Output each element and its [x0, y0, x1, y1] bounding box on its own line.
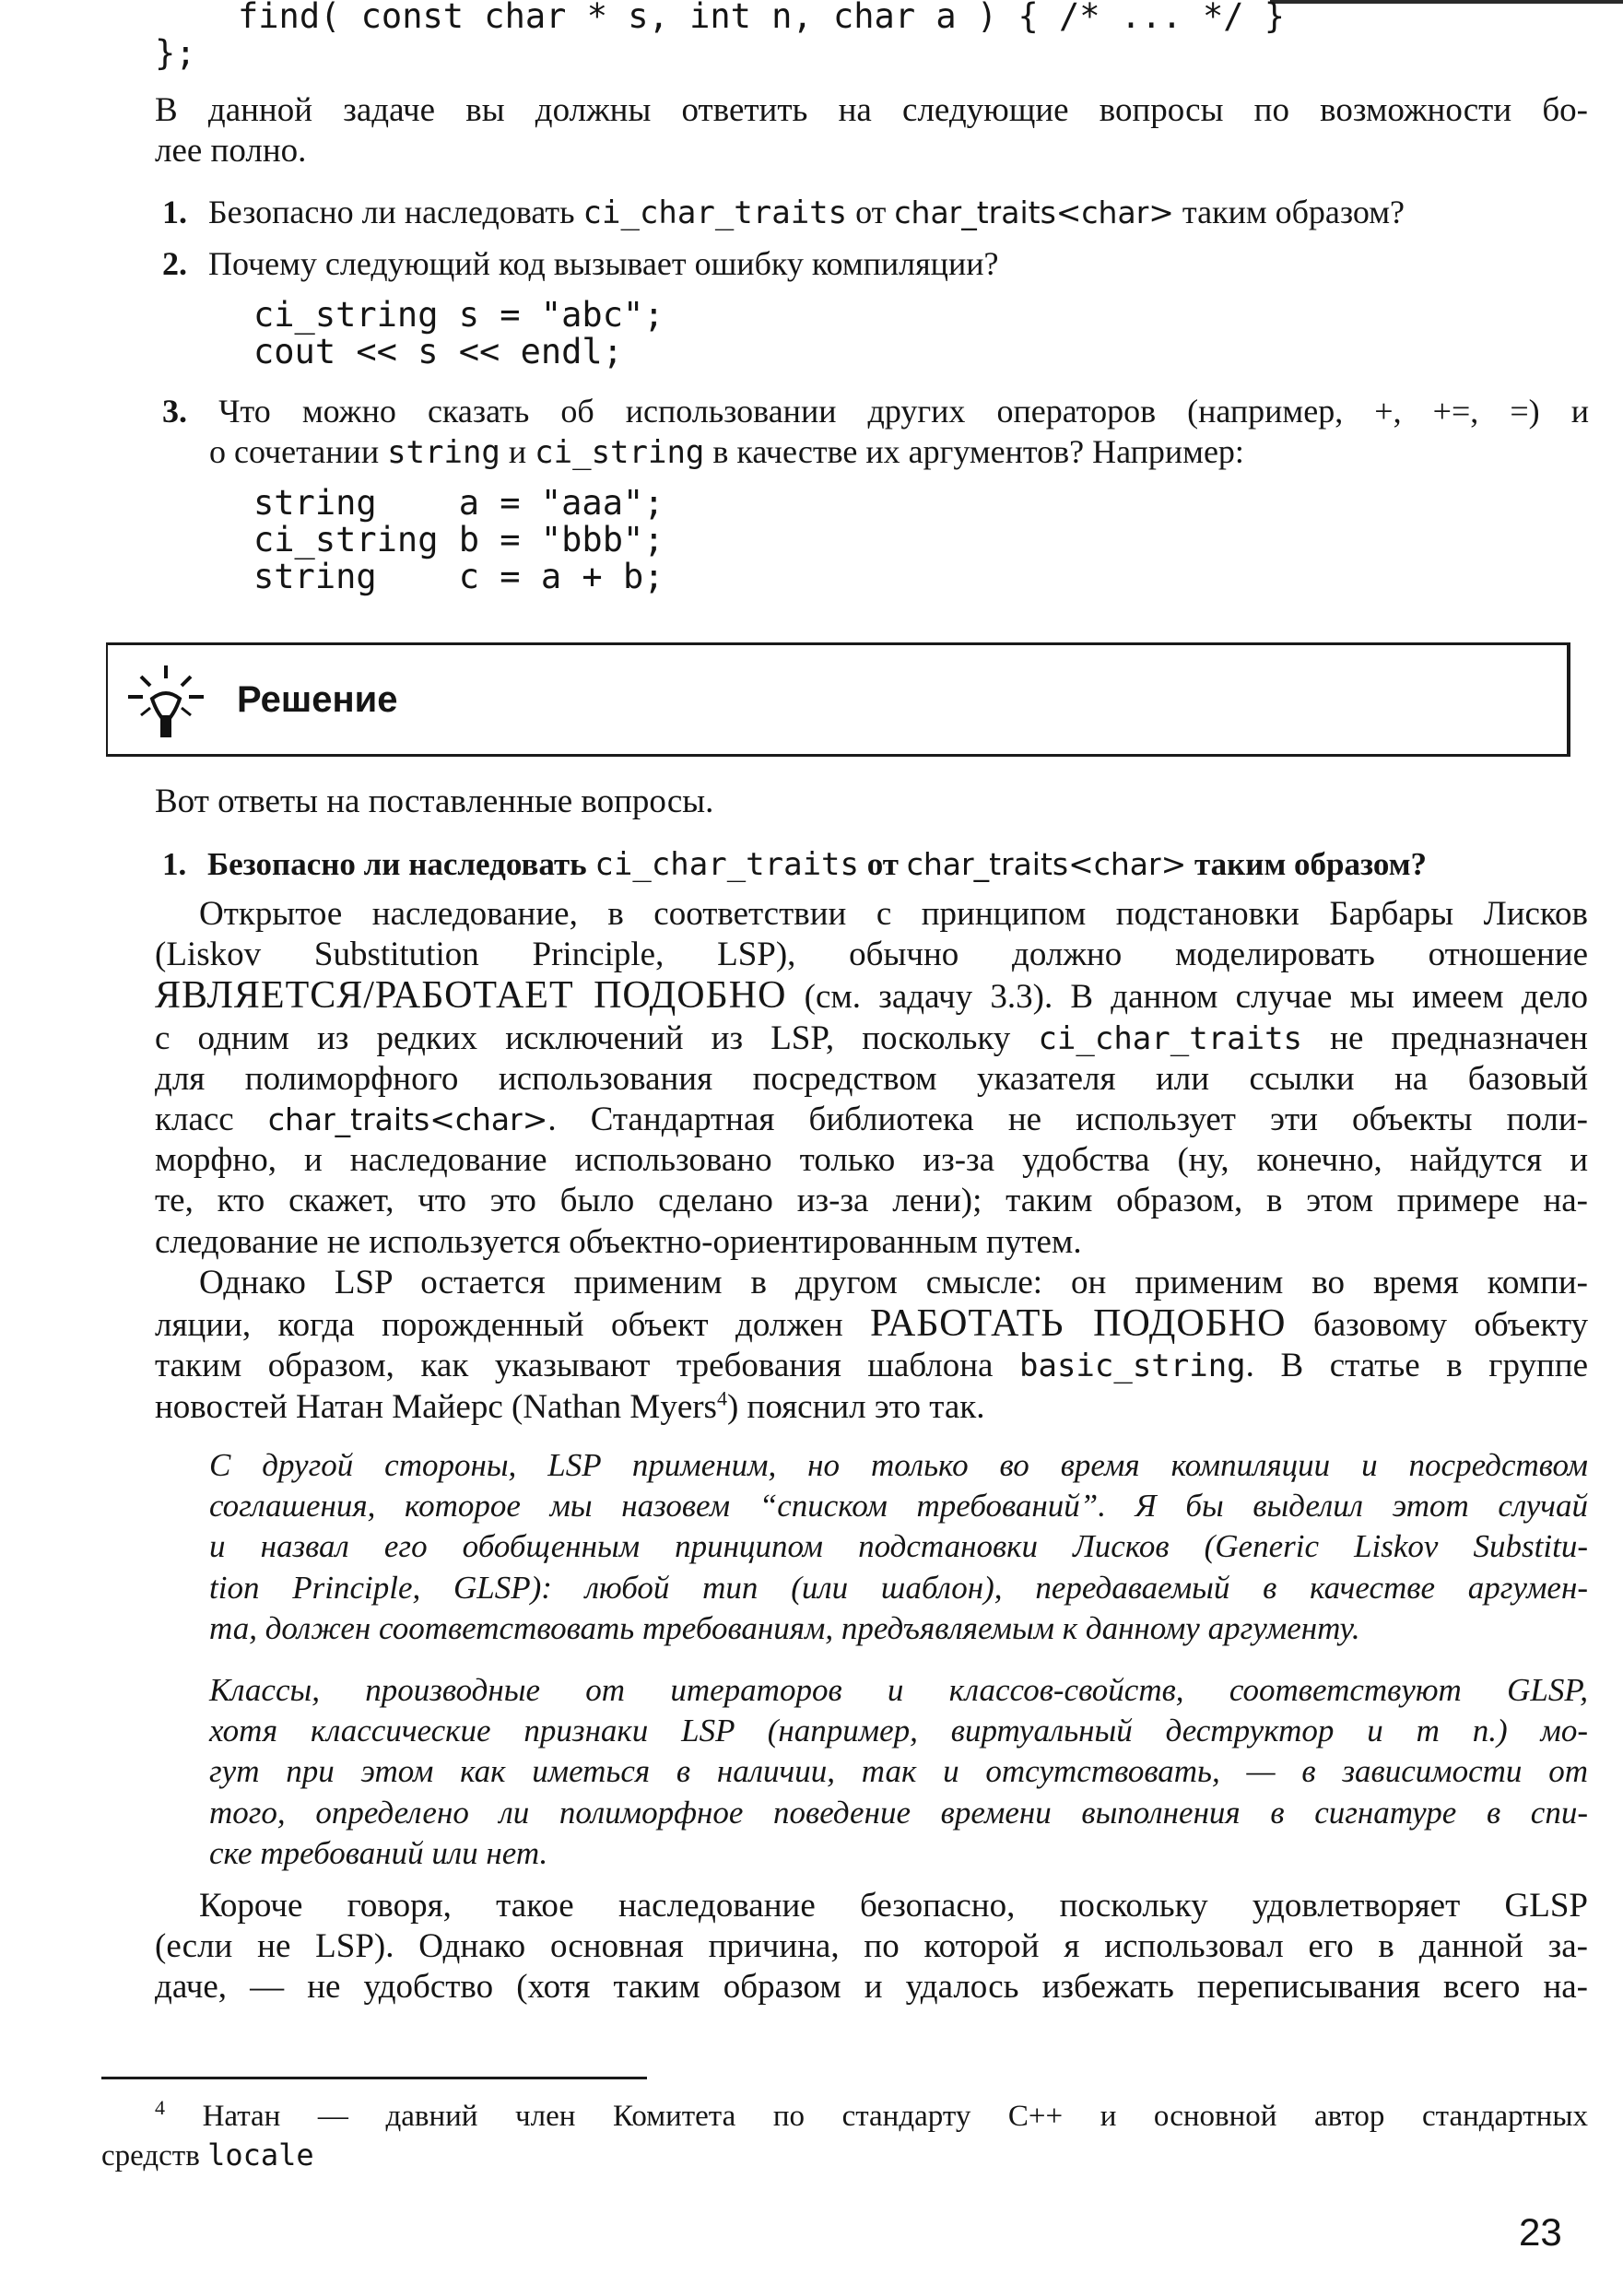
- quote-2: [209, 1670, 1588, 1874]
- paragraph-1-line-5: для полиморфного использования посредством указателя или ссылки на базовый: [155, 1059, 1588, 1098]
- paragraph-2-line-4: [155, 1387, 1588, 1428]
- answer-1-before: Безопасно ли наследовать: [207, 846, 595, 882]
- quote-2-line-1: Классы, производные от итераторов и классов-свойств, соответствуют GLSP,: [209, 1672, 1588, 1708]
- question-1-after: таким образом?: [1173, 194, 1405, 230]
- paragraph-1-line-8: те, кто скажет, что это было сделано из-за лени); таким образом, в этом примере на-: [155, 1182, 1588, 1220]
- paragraph-2-line-3: [155, 1346, 1588, 1386]
- code-line-find: find( const char * s, int n, char a ) { /* ... */ }: [238, 0, 1286, 36]
- paragraph-1-line-3: [155, 975, 1588, 1018]
- paragraph-2-code-basic-string: basic_string: [1019, 1348, 1246, 1385]
- paragraph-1-line-9: следование не используется объектно-ориентированным путем.: [155, 1222, 1082, 1261]
- paragraph-1-line-7: морфно, и наследование использовано только из-за удобства (ну, конечно, найдутся и: [155, 1141, 1588, 1180]
- quote-2-line-5: ске требований или нет.: [209, 1834, 548, 1871]
- paragraph-2-line-3b: . В статье в группе: [1245, 1347, 1588, 1385]
- footnote-text-1: Натан — давний член Комитета по стандарту C++ и основной автор стандартных: [202, 2100, 1589, 2133]
- quote-1: [209, 1445, 1588, 1649]
- question-2-number: 2.: [162, 245, 187, 282]
- paragraph-2-line-4a: новостей Натан Майерс (Nathan Myers: [155, 1387, 717, 1426]
- question-2-code-line-1: ci_string s = "abc";: [253, 295, 664, 335]
- footnote-rule: [101, 2077, 647, 2079]
- footnote-code-locale: locale: [207, 2137, 314, 2172]
- paragraph-1-line-6b: . Стандартная библиотека не использует эти объекты поли-: [547, 1101, 1588, 1139]
- intro-line-1: В данной задаче вы должны ответить на следующие вопросы по возможности бо-: [155, 91, 1588, 129]
- solution-title: Решение: [237, 679, 398, 720]
- paragraph-1-line-6a: класс: [155, 1101, 268, 1139]
- paragraph-2: [155, 1263, 1588, 1428]
- question-3-text-2a: о сочетании: [209, 433, 388, 470]
- answer-1-number: 1.: [162, 846, 187, 882]
- question-1-mid: от: [847, 194, 895, 230]
- question-3-line-1: [162, 391, 1589, 431]
- paragraph-1-line-4b: не предназначен: [1302, 1018, 1588, 1057]
- answer-1-mid: от: [858, 846, 907, 882]
- question-2: [162, 243, 998, 284]
- paragraph-2-line-2: [155, 1303, 1588, 1346]
- question-3-code-line-1: string a = "aaa";: [253, 483, 664, 523]
- paragraph-1-code-ci-char-traits: ci_char_traits: [1038, 1019, 1303, 1057]
- question-3-code-string: string: [387, 434, 500, 471]
- footnote-ref-4: 4: [716, 1386, 727, 1410]
- solution-box: [106, 642, 1570, 757]
- question-3-line-2: [209, 431, 1244, 473]
- footnote-text-2: средств: [101, 2139, 208, 2172]
- question-1-before: Безопасно ли наследовать: [208, 194, 583, 230]
- paragraph-3-line-1: Короче говоря, такое наследование безопасно, поскольку удовлетворяет GLSP: [199, 1887, 1588, 1925]
- quote-1-line-2: соглашения, которое мы назовем “списком требований”. Я бы выделил этот случай: [209, 1488, 1588, 1525]
- intro-line-2: лее полно.: [155, 132, 307, 170]
- paragraph-1-line-2: (Liskov Substitution Principle, LSP), обычно должно моделировать отношение: [155, 936, 1588, 974]
- quote-1-line-5: та, должен соответствовать требованиям, предъявляемым к данному аргументу.: [209, 1609, 1360, 1646]
- question-1-number: 1.: [162, 194, 187, 230]
- quote-1-line-1: С другой стороны, LSP применим, но только во время компиляции и посредством: [209, 1447, 1588, 1483]
- page-number: 23: [1519, 2210, 1562, 2254]
- question-2-code-line-2: cout << s << endl;: [253, 332, 623, 371]
- paragraph-3: [155, 1886, 1588, 2008]
- paragraph-2-caps: РАБОТАТЬ ПОДОБНО: [870, 1302, 1287, 1346]
- paragraph-3-line-3: даче, — не удобство (хотя таким образом и удалось избежать переписывания всего на-: [155, 1968, 1588, 2007]
- quote-2-line-3: гут при этом как иметься в наличии, так и отсутствовать, — в зависимости от: [209, 1753, 1588, 1790]
- paragraph-2-line-1: Однако LSP остается применим в другом смысле: он применим во время компи-: [199, 1264, 1588, 1301]
- paragraph-1-line-3-rest: (см. задачу 3.3). В данном случае мы имеем дело: [786, 978, 1588, 1017]
- paragraph-1-caps: ЯВЛЯЕТСЯ/РАБОТАЕТ ПОДОБНО: [155, 974, 787, 1018]
- answer-1-after: таким образом?: [1186, 846, 1428, 882]
- footnote-line-2: [101, 2137, 314, 2174]
- answer-1-code-char-traits: char_traits<char>: [906, 846, 1187, 882]
- paragraph-1-code-char-traits: char_traits<char>: [267, 1101, 548, 1138]
- paragraph-1: [155, 894, 1588, 1263]
- top-right-rule: [1270, 0, 1623, 4]
- answer-1-code-ci-char-traits: ci_char_traits: [594, 846, 859, 883]
- question-3-text-2c: в качестве их аргументов? Например:: [704, 433, 1244, 470]
- quote-2-line-2: хотя классические признаки LSP (например, виртуальный деструктор и т п.) мо-: [209, 1713, 1588, 1749]
- question-3-text-2b: и: [500, 433, 535, 470]
- footnote-line-1: [155, 2098, 1588, 2135]
- paragraph-1-line-4a: с одним из редких исключений из LSP, поскольку: [155, 1018, 1039, 1057]
- lightbulb-icon: [124, 662, 207, 745]
- paragraph-1-line-6: [155, 1100, 1588, 1140]
- answers-intro: Вот ответы на поставленные вопросы.: [155, 783, 714, 820]
- paragraph-2-line-3a: таким образом, как указывают требования шаблона: [155, 1347, 1019, 1385]
- paragraph-1-line-4: [155, 1018, 1588, 1059]
- quote-1-line-3: и назвал его обобщенным принципом подстановки Лисков (Generic Liskov Substitu-: [209, 1528, 1588, 1565]
- question-1: [162, 192, 1405, 233]
- paragraph-2-line-2b: базовому объекту: [1286, 1306, 1589, 1345]
- quote-1-line-4: tion Principle, GLSP): любой тип (или шаблон), передаваемый в качестве аргумен-: [209, 1569, 1588, 1606]
- paragraph-3-line-2: (если не LSP). Однако основная причина, по которой я использовал его в данной за-: [155, 1927, 1588, 1966]
- code-line-close: };: [155, 33, 196, 73]
- question-3-code-line-2: ci_string b = "bbb";: [253, 520, 664, 559]
- question-2-text: Почему следующий код вызывает ошибку компиляции?: [208, 245, 999, 282]
- paragraph-1-line-1: Открытое наследование, в соответствии с принципом подстановки Барбары Лисков: [199, 895, 1588, 933]
- question-1-code-ci-char-traits: ci_char_traits: [582, 194, 848, 231]
- footnote-number: 4: [155, 2096, 165, 2119]
- answer-1-heading: [162, 844, 1427, 885]
- question-3-code-line-3: string c = a + b;: [253, 557, 664, 596]
- question-3-text-1: Что можно сказать об использовании других операторов (например, +, +=, =) и: [218, 393, 1589, 430]
- paragraph-2-line-4b: ) пояснил это так.: [726, 1387, 985, 1426]
- question-3-number: 3.: [162, 393, 187, 430]
- paragraph-2-line-2a: ляции, когда порожденный объект должен: [155, 1306, 871, 1345]
- question-1-code-char-traits: char_traits<char>: [894, 194, 1174, 230]
- question-3-code-ci-string: ci_string: [535, 434, 705, 471]
- quote-2-line-4: того, определено ли полиморфное поведение времени выполнения в сигнатуре в спи-: [209, 1794, 1588, 1831]
